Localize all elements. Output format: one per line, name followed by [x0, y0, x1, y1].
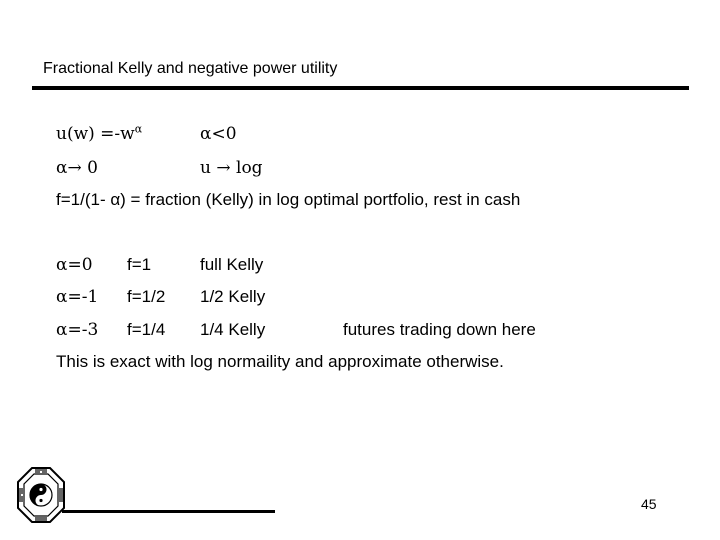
approximation-note: This is exact with log normaility and approximate otherwise.	[56, 352, 504, 371]
row3-extra: futures trading down here	[343, 320, 536, 339]
utility-exponent: α	[134, 122, 143, 136]
row1-f: f=1	[127, 255, 152, 274]
row3-alpha: α=-3	[56, 320, 99, 340]
alpha-limit: α→ 0	[56, 158, 98, 178]
row3-desc: 1/4 Kelly	[200, 320, 266, 339]
page-number: 45	[641, 496, 657, 512]
fraction-definition: f=1/(1- α) = fraction (Kelly) in log optimal portfolio, rest in cash	[56, 190, 521, 209]
row1-alpha: α=0	[56, 255, 93, 275]
utility-limit: u → log	[200, 158, 263, 178]
footer-rule	[62, 510, 275, 513]
utility-lhs: u(w) =-w	[56, 124, 135, 144]
title-divider	[32, 86, 689, 90]
row2-alpha: α=-1	[56, 287, 99, 307]
row1-desc: full Kelly	[200, 255, 264, 274]
alpha-negative-condition: α<0	[200, 124, 237, 144]
bagua-logo-icon	[16, 466, 66, 524]
slide-title: Fractional Kelly and negative power utility	[43, 60, 338, 77]
row2-f: f=1/2	[127, 287, 166, 306]
row2-desc: 1/2 Kelly	[200, 287, 266, 306]
utility-definition	[56, 124, 142, 144]
row3-f: f=1/4	[127, 320, 166, 339]
